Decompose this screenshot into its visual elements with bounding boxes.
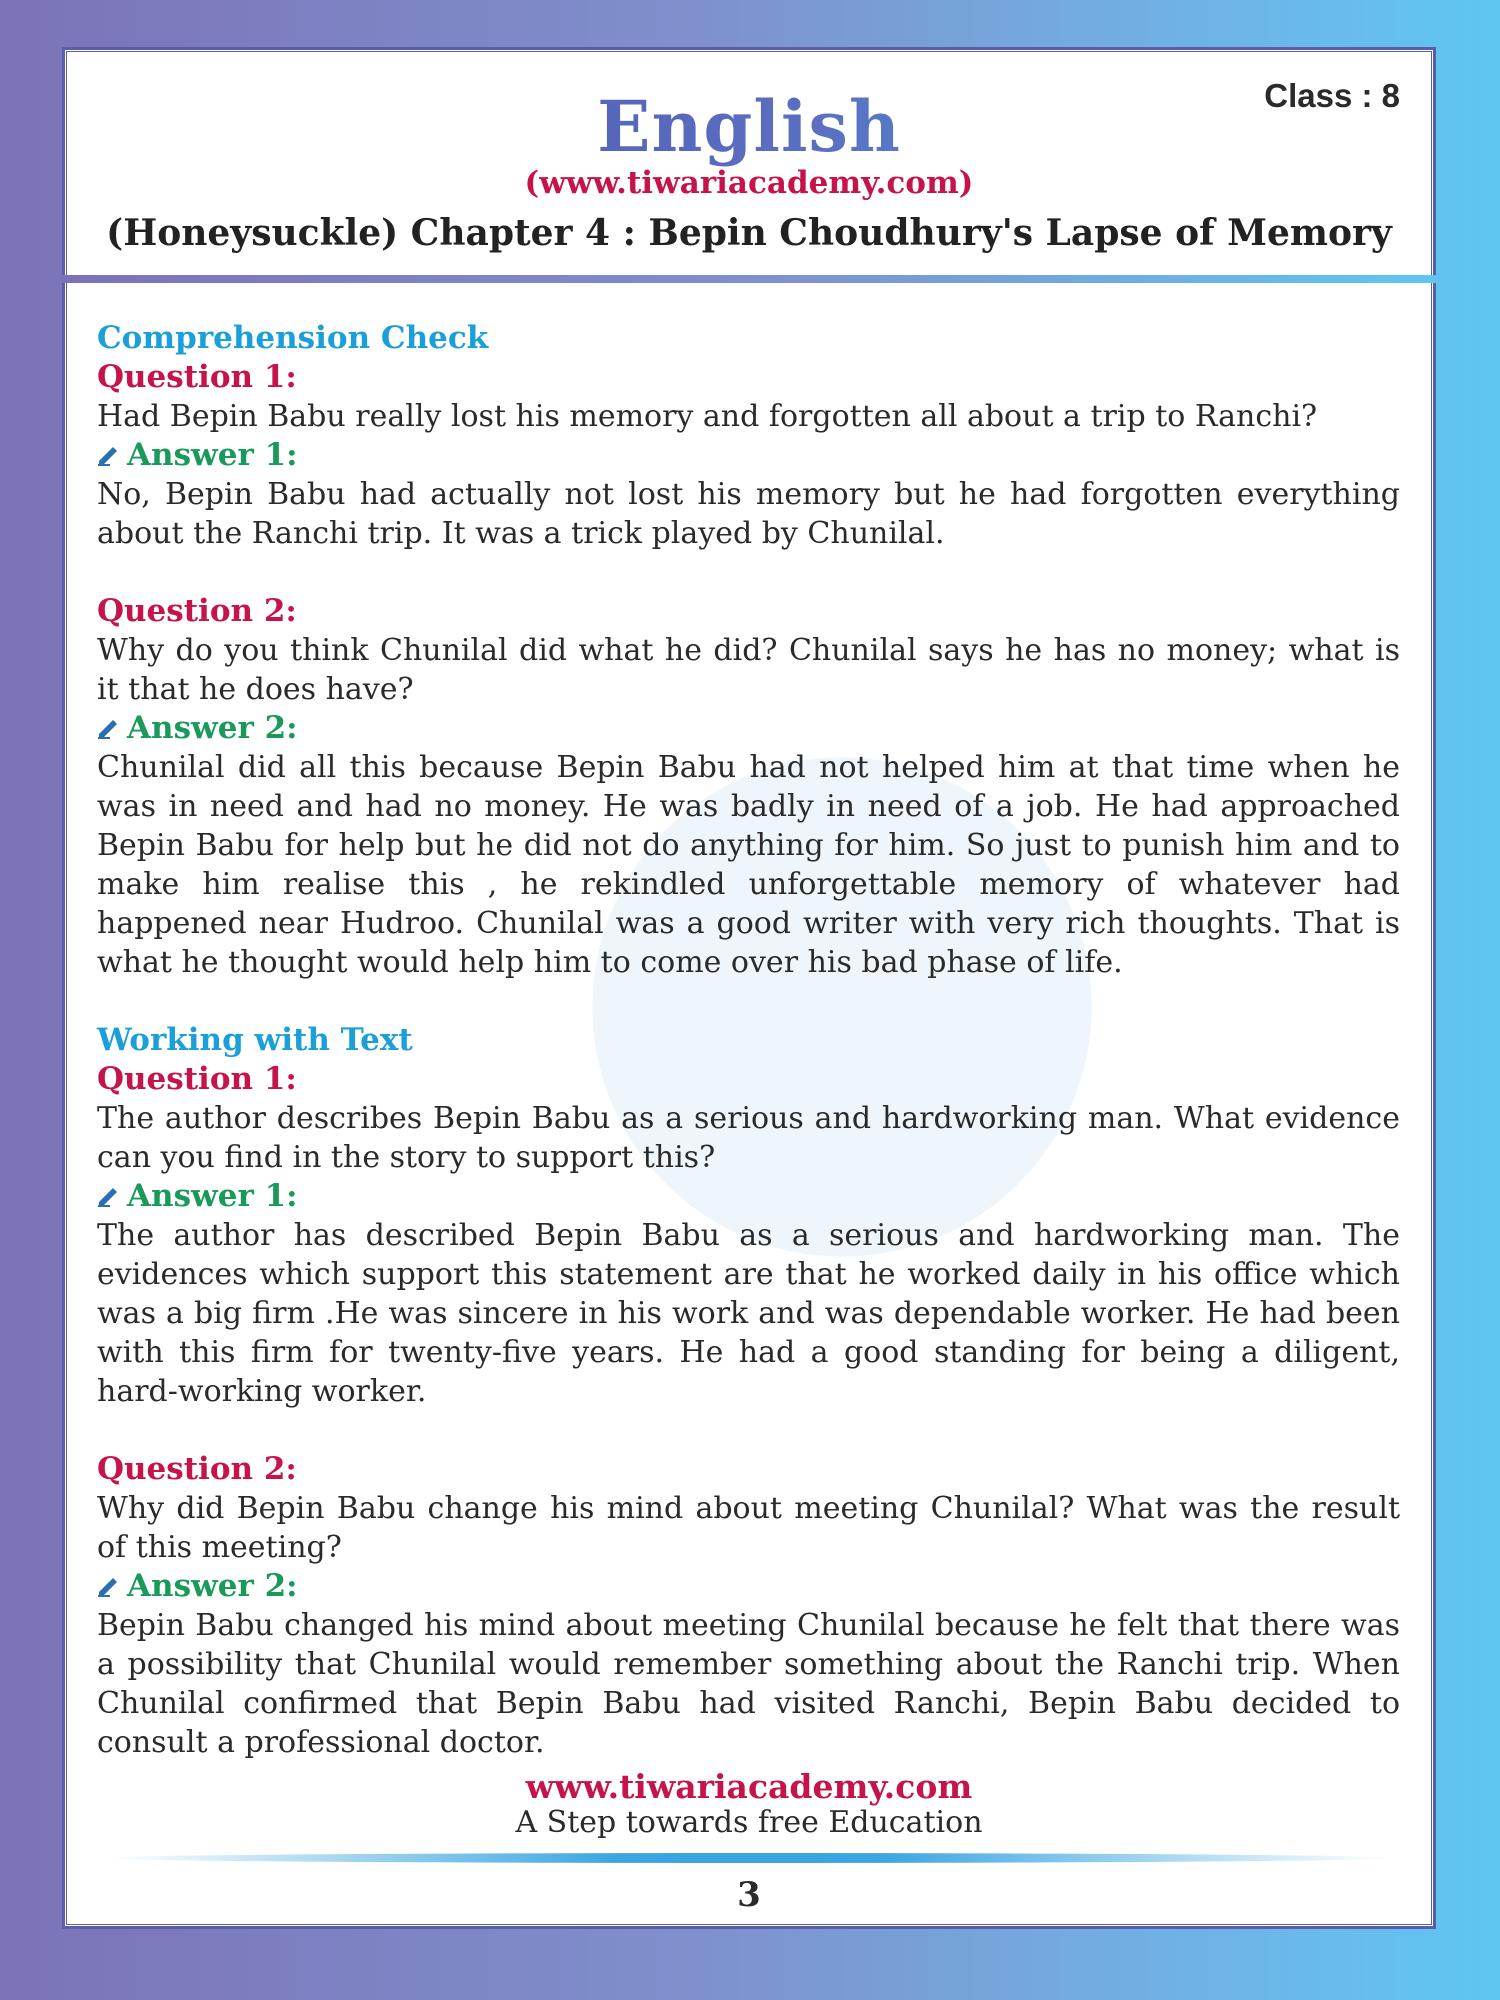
answer-text: The author has described Bepin Babu as a serious and hardworking man. The evidences which support this statement are that he worked daily in his office which was a big firm .He was sincere in his work and was dependable worker. He had been with this firm for twenty-five years. He had a good standing for being a diligent, hard-working worker.: [97, 1218, 1400, 1409]
question-label: Question 2:: [97, 1451, 297, 1487]
content: [97, 319, 1400, 1762]
answer-text: Bepin Babu changed his mind about meeting Chunilal because he felt that there was a possibility that Chunilal would remember something about the Ranchi trip. When Chunilal confirmed that Bepin Babu had visited Ranchi, Bepin Babu decided to consult a professional doctor.: [97, 1608, 1400, 1760]
question-text: The author describes Bepin Babu as a serious and hardworking man. What evidence can you find in the story to support this?: [97, 1101, 1400, 1175]
chapter-title: (Honeysuckle) Chapter 4 : Bepin Choudhury's Lapse of Memory: [106, 212, 1392, 254]
question-label: Question 1:: [97, 359, 297, 395]
answer-text: Chunilal did all this because Bepin Babu had not helped him at that time when he was in need and had no money. He was badly in need of a job. He had approached Bepin Babu for help but he did not do anything for him. So just to punish him and to make him realise this , he rekindled unforgettable memory of whatever had happened near Hudroo. Chunilal was a good writer with very rich thoughts. That is what he thought would help him to come over his bad phase of life.: [97, 750, 1400, 980]
subject-title: English: [62, 85, 1436, 168]
question-text: Why did Bepin Babu change his mind about meeting Chunilal? What was the result of this meeting?: [97, 1491, 1400, 1565]
footer-divider: [107, 1853, 1391, 1863]
answer-heading: [97, 436, 1400, 475]
page-number: 3: [737, 1875, 761, 1915]
section-heading: Comprehension Check: [97, 320, 489, 356]
answer-label: Answer 2:: [127, 1568, 298, 1604]
footer-tagline: A Step towards free Education: [515, 1805, 983, 1840]
answer-label: Answer 1:: [127, 1178, 298, 1214]
pen-icon: [97, 718, 121, 740]
header-website: (www.tiwariacademy.com): [524, 165, 974, 201]
page-header: [62, 47, 1436, 279]
question-label: Question 1:: [97, 1061, 297, 1097]
answer-heading: [97, 709, 1400, 748]
answer-heading: [97, 1567, 1400, 1606]
question-text: Why do you think Chunilal did what he did? Chunilal says he has no money; what is it that he does have?: [97, 633, 1400, 707]
answer-text: No, Bepin Babu had actually not lost his memory but he had forgotten everything about the Ranchi trip. It was a trick played by Chunilal.: [97, 477, 1400, 551]
answer-label: Answer 2:: [127, 710, 298, 746]
answer-heading: [97, 1177, 1400, 1216]
question-label: Question 2:: [97, 593, 297, 629]
section-heading: Working with Text: [97, 1022, 413, 1058]
question-text: Had Bepin Babu really lost his memory and forgotten all about a trip to Ranchi?: [97, 399, 1318, 434]
pen-icon: [97, 445, 121, 467]
document-page: [62, 47, 1436, 1929]
pen-icon: [97, 1576, 121, 1598]
footer-website[interactable]: www.tiwariacademy.com: [525, 1767, 973, 1806]
class-label: Class : 8: [1264, 77, 1400, 114]
answer-label: Answer 1:: [127, 437, 298, 473]
header-divider: [62, 275, 1436, 283]
pen-icon: [97, 1186, 121, 1208]
